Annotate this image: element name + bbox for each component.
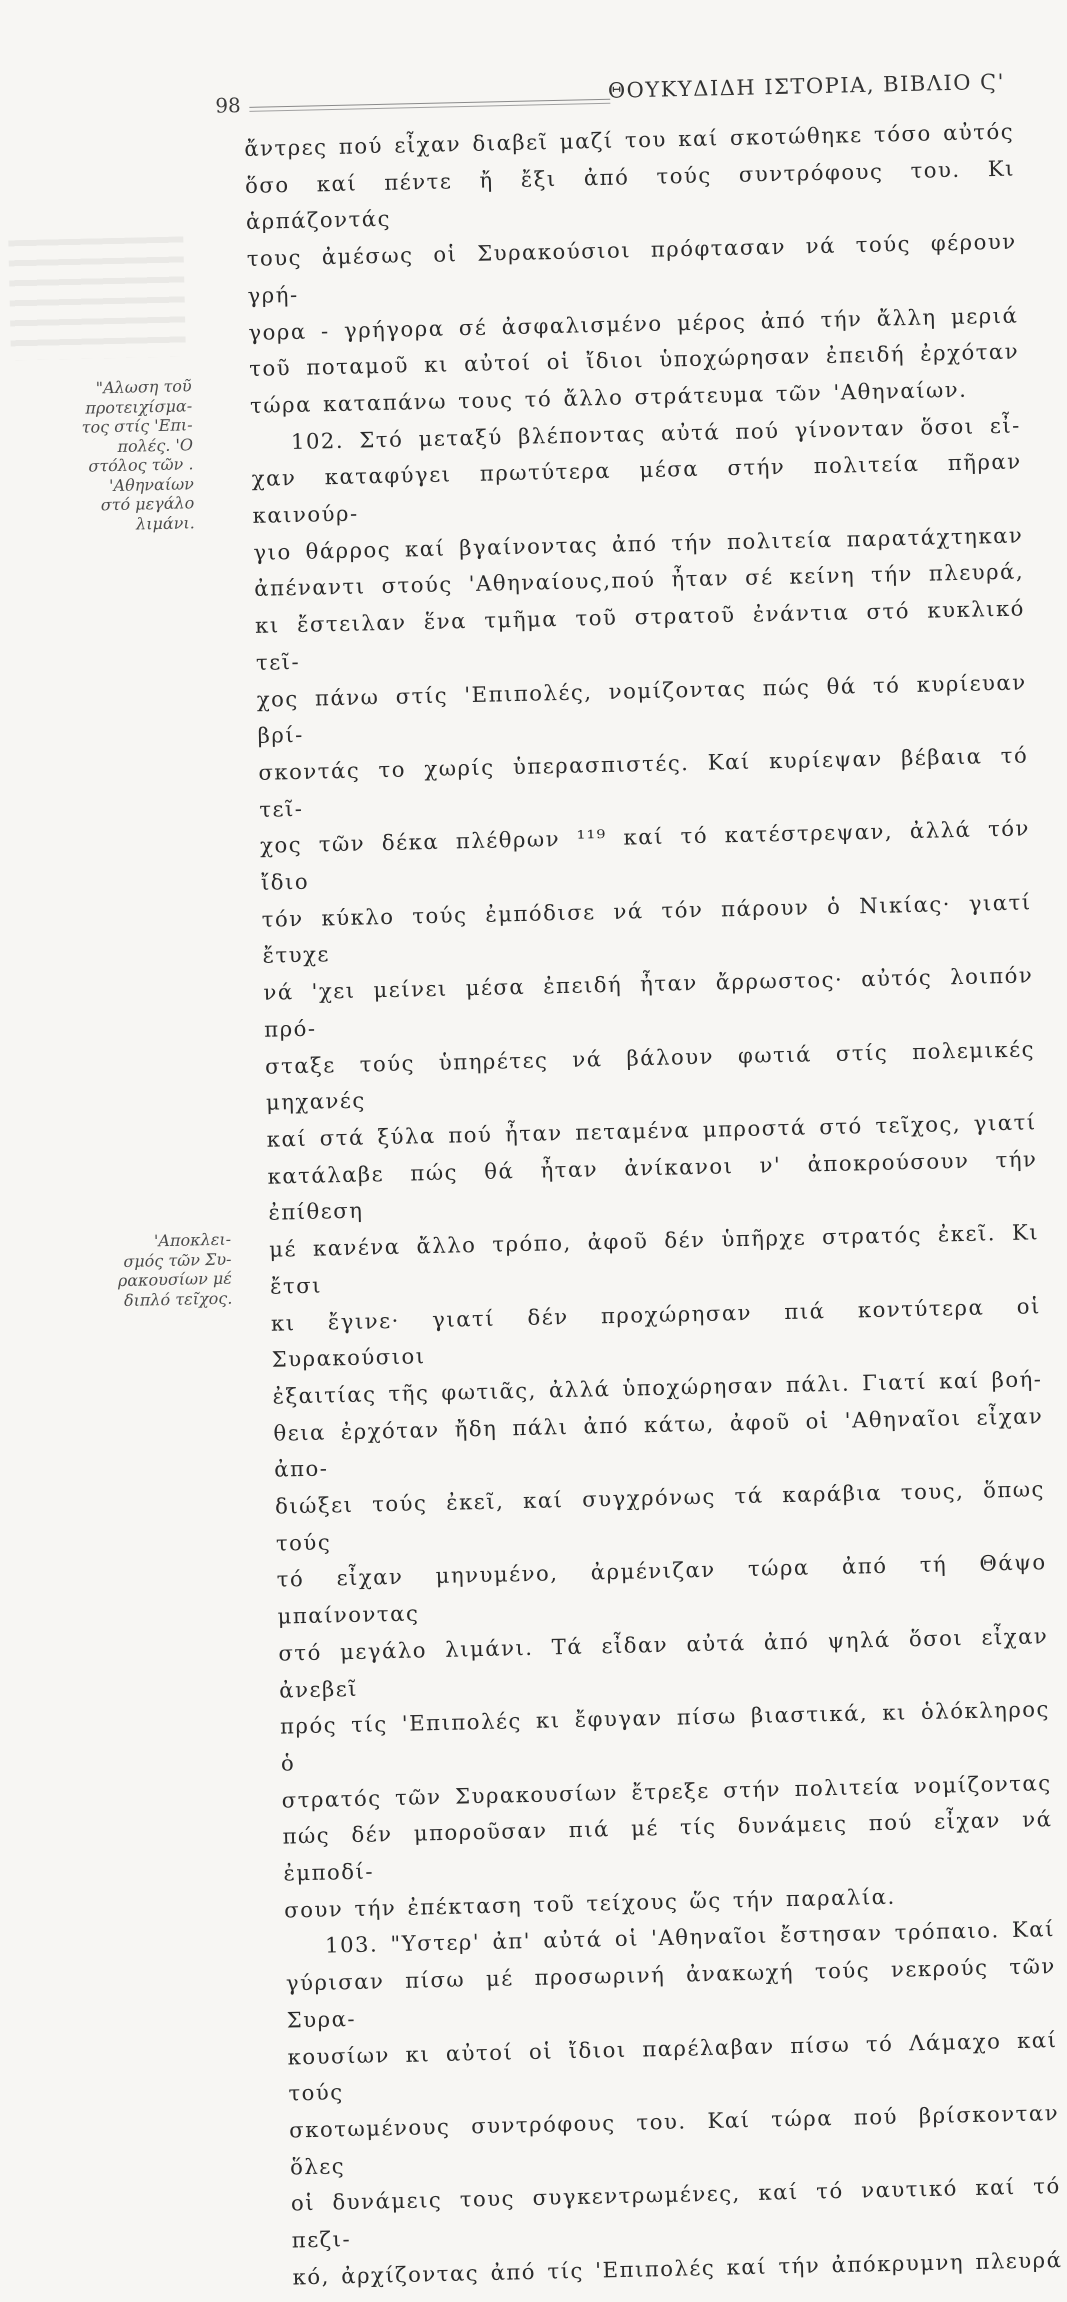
text-line: τόν κύκλο τούς ἐμπόδισε νά τόν πάρουν ὁ Νικίας· γιατί ἔτυχε	[261, 889, 1032, 969]
text-line: 103. "Υστερ' ἀπ' αὐτά οἱ 'Αθηναῖοι ἔστησαν τρόπαιο. Καί	[324, 1916, 1056, 1959]
margin-note-line: λιμάνι.	[135, 512, 195, 534]
text-line: γορα - γρήγορα σέ ἀσφαλισμένο μέρος ἀπό τήν ἄλλη μεριά	[248, 302, 1019, 345]
text-line: κουσίων κι αὐτοί οἱ ἴδιοι παρέλαβαν πίσω τό Λάμαχο καί τούς	[287, 2026, 1058, 2106]
margin-note-line: τος στίς 'Επι-	[81, 415, 193, 437]
text-line: 102. Στό μεταξύ βλέποντας αὐτά πού γίνονταν ὅσοι εἶ-	[290, 412, 1022, 454]
text-line: τώρα καταπάνω τους τό ἄλλο στράτευμα τῶν 'Αθηναίων.	[249, 376, 968, 418]
text-line: νά 'χει μείνει μέσα ἐπειδή ἦταν ἄρρωστος· αὐτός λοιπόν πρό-	[263, 962, 1034, 1042]
text-line: σταξε τούς ὑπηρέτες νά βάλουν φωτιά στίς πολεμικές μηχανές	[264, 1035, 1036, 1116]
margin-note-line: πολές. 'Ο	[117, 434, 194, 456]
text-line: ἀπέναντι στούς 'Αθηναίους,πού ἦταν σέ κείνη τήν πλευρά,	[253, 558, 1025, 602]
text-line: τό εἶχαν μηνυμένο, ἀρμένιζαν τώρα ἀπό τή Θάψο μπαίνοντας	[276, 1549, 1047, 1629]
text-line: σουν τήν ἐπέκταση τοῦ τείχους ὥς τήν παραλία.	[283, 1883, 896, 1923]
margin-note-line: στόλος τῶν .	[88, 454, 194, 476]
margin-note-line: ρακουσίων μέ	[117, 1268, 233, 1291]
text-line: κι ἔστειλαν ἕνα τμῆμα τοῦ στρατοῦ ἐνάντια στό κυκλικό τεῖ-	[254, 595, 1026, 675]
text-line: γύρισαν πίσω μέ προσωρινή ἀνακωχή τούς νεκρούς τῶν Συρα-	[285, 1953, 1056, 2033]
running-title: ΘΟΥΚΥΔΙΔΗ ΙΣΤΟΡΙΑ, ΒΙΒΛΙΟ Ϛ'	[607, 69, 1006, 103]
text-line: πρός τίς 'Επιπολές κι ἔφυγαν πίσω βιαστικά, κι ὁλόκληρος ὁ	[279, 1696, 1051, 1776]
text-line: γιο θάρρος καί βγαίνοντας ἀπό τήν πολιτεία παρατάχτηκαν	[253, 522, 1024, 565]
header-rule	[249, 99, 610, 108]
text-line: ὅσο καί πέντε ἤ ἔξι ἀπό τούς συντρόφους του. Κι ἁρπάζοντάς	[244, 155, 1016, 235]
bleed-through-shadow	[8, 236, 186, 360]
text-line: χαν καταφύγει πρωτύτερα μέσα στήν πολιτεία πῆραν καινούρ-	[251, 448, 1022, 528]
text-line: σκοτωμένους συντρόφους του. Καί τώρα πού βρίσκονταν ὅλες	[288, 2100, 1060, 2180]
text-line: διώξει τούς ἐκεῖ, καί συγχρόνως τά καράβια τους, ὅπως τούς	[274, 1476, 1046, 1556]
text-line: ἐξαιτίας τῆς φωτιᾶς, ἀλλά ὑποχώρησαν πάλι. Γιατί καί βοή-	[272, 1366, 1043, 1409]
text-line: ἄντρες πού εἶχαν διαβεῖ μαζί του καί σκοτώθηκε τόσο αὐτός	[243, 118, 1015, 162]
text-line: θεια ἐρχόταν ἤδη πάλι ἀπό κάτω, ἀφοῦ οἱ 'Αθηναῖοι εἶχαν ἀπο-	[273, 1402, 1044, 1482]
text-line: οἱ δυνάμεις τους συγκεντρωμένες, καί τό ναυτικό καί τό πεζι-	[290, 2173, 1061, 2253]
text-line: κι ἔγινε· γιατί δέν προχώρησαν πιά κοντύτερα οἱ Συρακούσιοι	[270, 1292, 1042, 1372]
page-number: 98	[215, 93, 242, 118]
text-line: καί στά ξύλα πού ἦταν πεταμένα μπροστά στό τεῖχος, γιατί	[266, 1109, 1037, 1152]
text-line: τοῦ ποταμοῦ κι αὐτοί οἱ ἴδιοι ὑποχώρησαν ἐπειδή ἐρχόταν	[248, 338, 1020, 382]
text-line: κό, ἀρχίζοντας ἀπό τίς 'Επιπολές καί τήν ἀπόκρυμνη πλευρά	[292, 2246, 1063, 2290]
text-line: στό μεγάλο λιμάνι. Τά εἶδαν αὐτά ἀπό ψηλά ὅσοι εἶχαν ἀνεβεῖ	[278, 1622, 1049, 1703]
text-line: χος τῶν δέκα πλέθρων ¹¹⁹ καί τό κατέστρεψαν, ἀλλά τόν ἴδιο	[259, 815, 1031, 895]
text-line: κατάλαβε πώς θά ἦταν ἀνίκανοι ν' ἀποκρούσουν τήν ἐπίθεση	[267, 1145, 1038, 1226]
margin-note-line: στό μεγάλο	[100, 493, 195, 515]
margin-note	[21, 376, 194, 536]
margin-note-line: προτειχίσμα-	[85, 395, 193, 418]
margin-note-line: διπλό τεῖχος.	[123, 1288, 233, 1310]
body-text	[244, 114, 1063, 2296]
page-header	[215, 70, 1006, 122]
text-line: χος πάνω στίς 'Επιπολές, νομίζοντας πώς θά τό κυρίευαν βρί-	[256, 668, 1027, 749]
margin-note	[61, 1230, 233, 1312]
margin-note-line: 'Αθηναίων	[108, 473, 195, 495]
text-line: σκοντάς το χωρίς ὑπερασπιστές. Καί κυρίεψαν βέβαια τό τεῖ-	[258, 742, 1029, 822]
text-line: στρατός τῶν Συρακουσίων ἔτρεξε στήν πολιτεία νομίζοντας	[281, 1769, 1052, 1813]
text-line: μέ κανένα ἄλλο τρόπο, ἀφοῦ δέν ὑπῆρχε στρατός ἐκεῖ. Κι ἔτσι	[268, 1219, 1040, 1299]
text-line: πώς δέν μποροῦσαν πιά μέ τίς δυνάμεις πού εἶχαν νά ἐμποδί-	[282, 1806, 1053, 1886]
margin-note-line: 'Αποκλει-	[153, 1229, 232, 1251]
text-line: τους ἀμέσως οἱ Συρακούσιοι πρόφτασαν νά τούς φέρουν γρή-	[246, 228, 1017, 308]
margin-note-line: σμός τῶν Συ-	[123, 1249, 232, 1271]
margin-note-line: "Αλωση τοῦ	[95, 376, 192, 398]
